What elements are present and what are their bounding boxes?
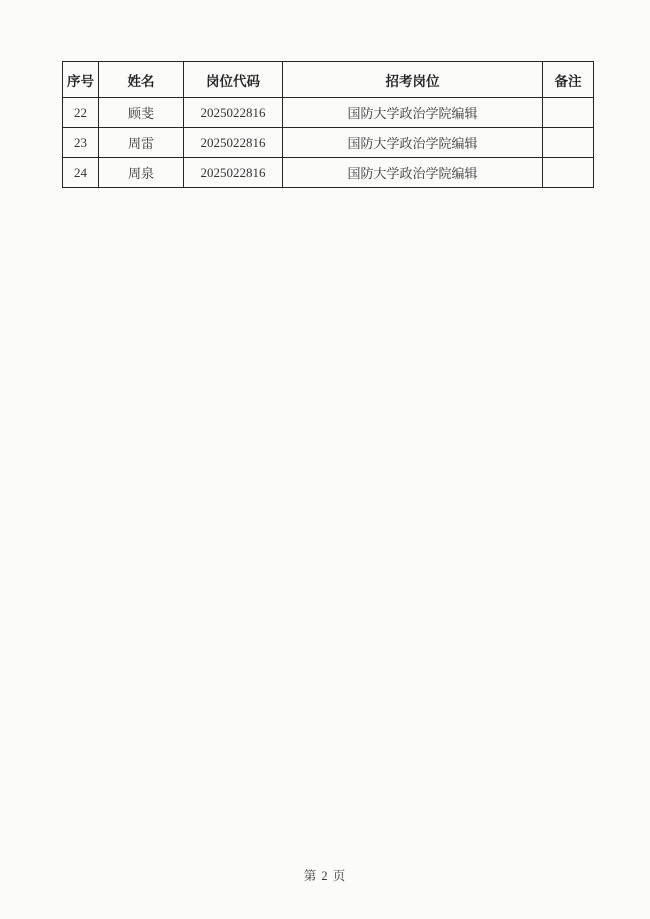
column-header-name: 姓名 [99,62,184,98]
serial-cell: 22 [63,98,99,128]
name-cell: 周雷 [99,128,184,158]
code-cell: 2025022816 [184,98,283,128]
recruitment-table [62,61,594,188]
table-header-row [63,62,594,98]
page-number: 第 2 页 [303,869,347,883]
column-header-remark: 备注 [543,62,594,98]
position-cell: 国防大学政治学院编辑 [283,128,543,158]
table-row [63,158,594,188]
column-header-serial: 序号 [63,62,99,98]
position-cell: 国防大学政治学院编辑 [283,98,543,128]
column-header-code: 岗位代码 [184,62,283,98]
position-cell: 国防大学政治学院编辑 [283,158,543,188]
table-row [63,128,594,158]
code-cell: 2025022816 [184,158,283,188]
column-header-position: 招考岗位 [283,62,543,98]
serial-cell: 24 [63,158,99,188]
name-cell: 周泉 [99,158,184,188]
remark-cell [543,158,594,188]
serial-cell: 23 [63,128,99,158]
remark-cell [543,128,594,158]
code-cell: 2025022816 [184,128,283,158]
remark-cell [543,98,594,128]
table-row [63,98,594,128]
name-cell: 顾斐 [99,98,184,128]
